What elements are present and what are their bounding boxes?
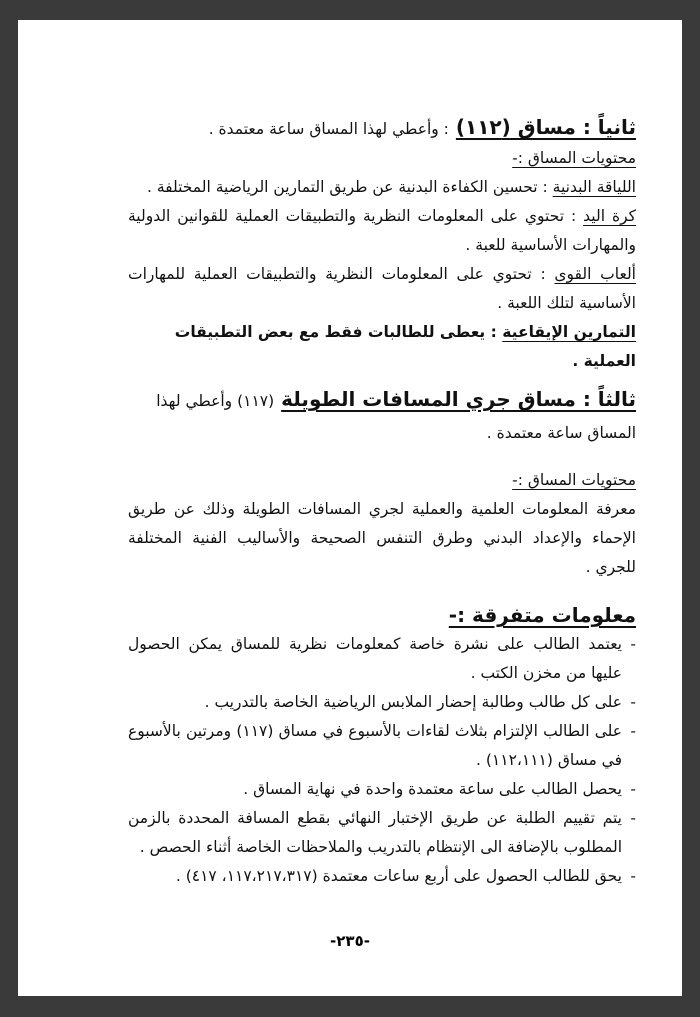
section3-heading (128, 384, 636, 448)
item-text: : تحسين الكفاءة البدنية عن طريق التمارين الرياضية المختلفة . (146, 178, 548, 196)
section2-contents-heading: محتويات المساق :- (512, 149, 636, 167)
section2-title: ثانياً : مساق (١١٢) (455, 115, 636, 139)
list-item: - على كل طالب وطالبة إحضار الملابس الرياضية الخاصة بالتدريب . (128, 688, 636, 717)
item-label: اللياقة البدنية (552, 178, 636, 196)
section2-item-rhythmic (128, 318, 636, 376)
section2-item-handball (128, 202, 636, 260)
item-text: : تحتوي على المعلومات النظرية والتطبيقات العملية للمهارات الأساسية لتلك اللعبة . (128, 265, 636, 312)
section3-contents-heading: محتويات المساق :- (512, 471, 636, 489)
section2-item-athletics (128, 260, 636, 318)
item-text: : يعطى للطالبات فقط مع بعض التطبيقات العملية . (174, 323, 636, 370)
section2-item-fitness (128, 173, 636, 202)
item-label: كرة اليد (583, 207, 636, 225)
section3-body: معرفة المعلومات العلمية والعملية لجري المسافات الطويلة وذلك عن طريق الإحماء والإعداد البدني وطرق التنفس الصحيحة والأساليب الفنية المختلفة للجري . (128, 500, 636, 576)
list-item: - يعتمد الطالب على نشرة خاصة كمعلومات نظرية للمساق يمكن الحصول عليها من مخزن الكتب . (128, 630, 636, 688)
page-number: -٢٣٥- (330, 932, 370, 950)
list-item: - على الطالب الإلتزام بثلاث لقاءات بالأسبوع في مساق (١١٧) ومرتين بالأسبوع في مساق (١١٢،١١١) . (128, 717, 636, 775)
list-item: - يحصل الطالب على ساعة معتمدة واحدة في نهاية المساق . (128, 775, 636, 804)
item-text: : تحتوي على المعلومات النظرية والتطبيقات العملية للقوانين الدولية والمهارات الأساسية للعبة . (128, 207, 636, 254)
section3-title: ثالثاً : مساق جري المسافات الطويلة (281, 387, 636, 411)
page-content (128, 112, 636, 891)
section2-title-rest: : وأعطي لهذا المساق ساعة معتمدة . (208, 120, 449, 138)
misc-list (128, 630, 636, 891)
list-item: - يحق للطالب الحصول على أربع ساعات معتمدة (١١٧،٢١٧،٣١٧، ٤١٧) . (128, 862, 636, 891)
section3-title-rest: (١١٧) وأعطي لهذا المساق ساعة معتمدة . (156, 392, 636, 442)
item-label: ألعاب القوى (554, 265, 636, 283)
misc-heading: معلومات متفرقة :- (448, 603, 636, 627)
section2-heading (128, 112, 636, 144)
document-page (18, 20, 682, 996)
list-item: - يتم تقييم الطلبة عن طريق الإختبار النهائي بقطع المسافة المحددة بالزمن المطلوب بالإضافة الى الإنتظام بالتدريب والملاحظات الخاصة أثناء الحصص . (128, 804, 636, 862)
item-label: التمارين الإيقاعية (502, 323, 636, 341)
